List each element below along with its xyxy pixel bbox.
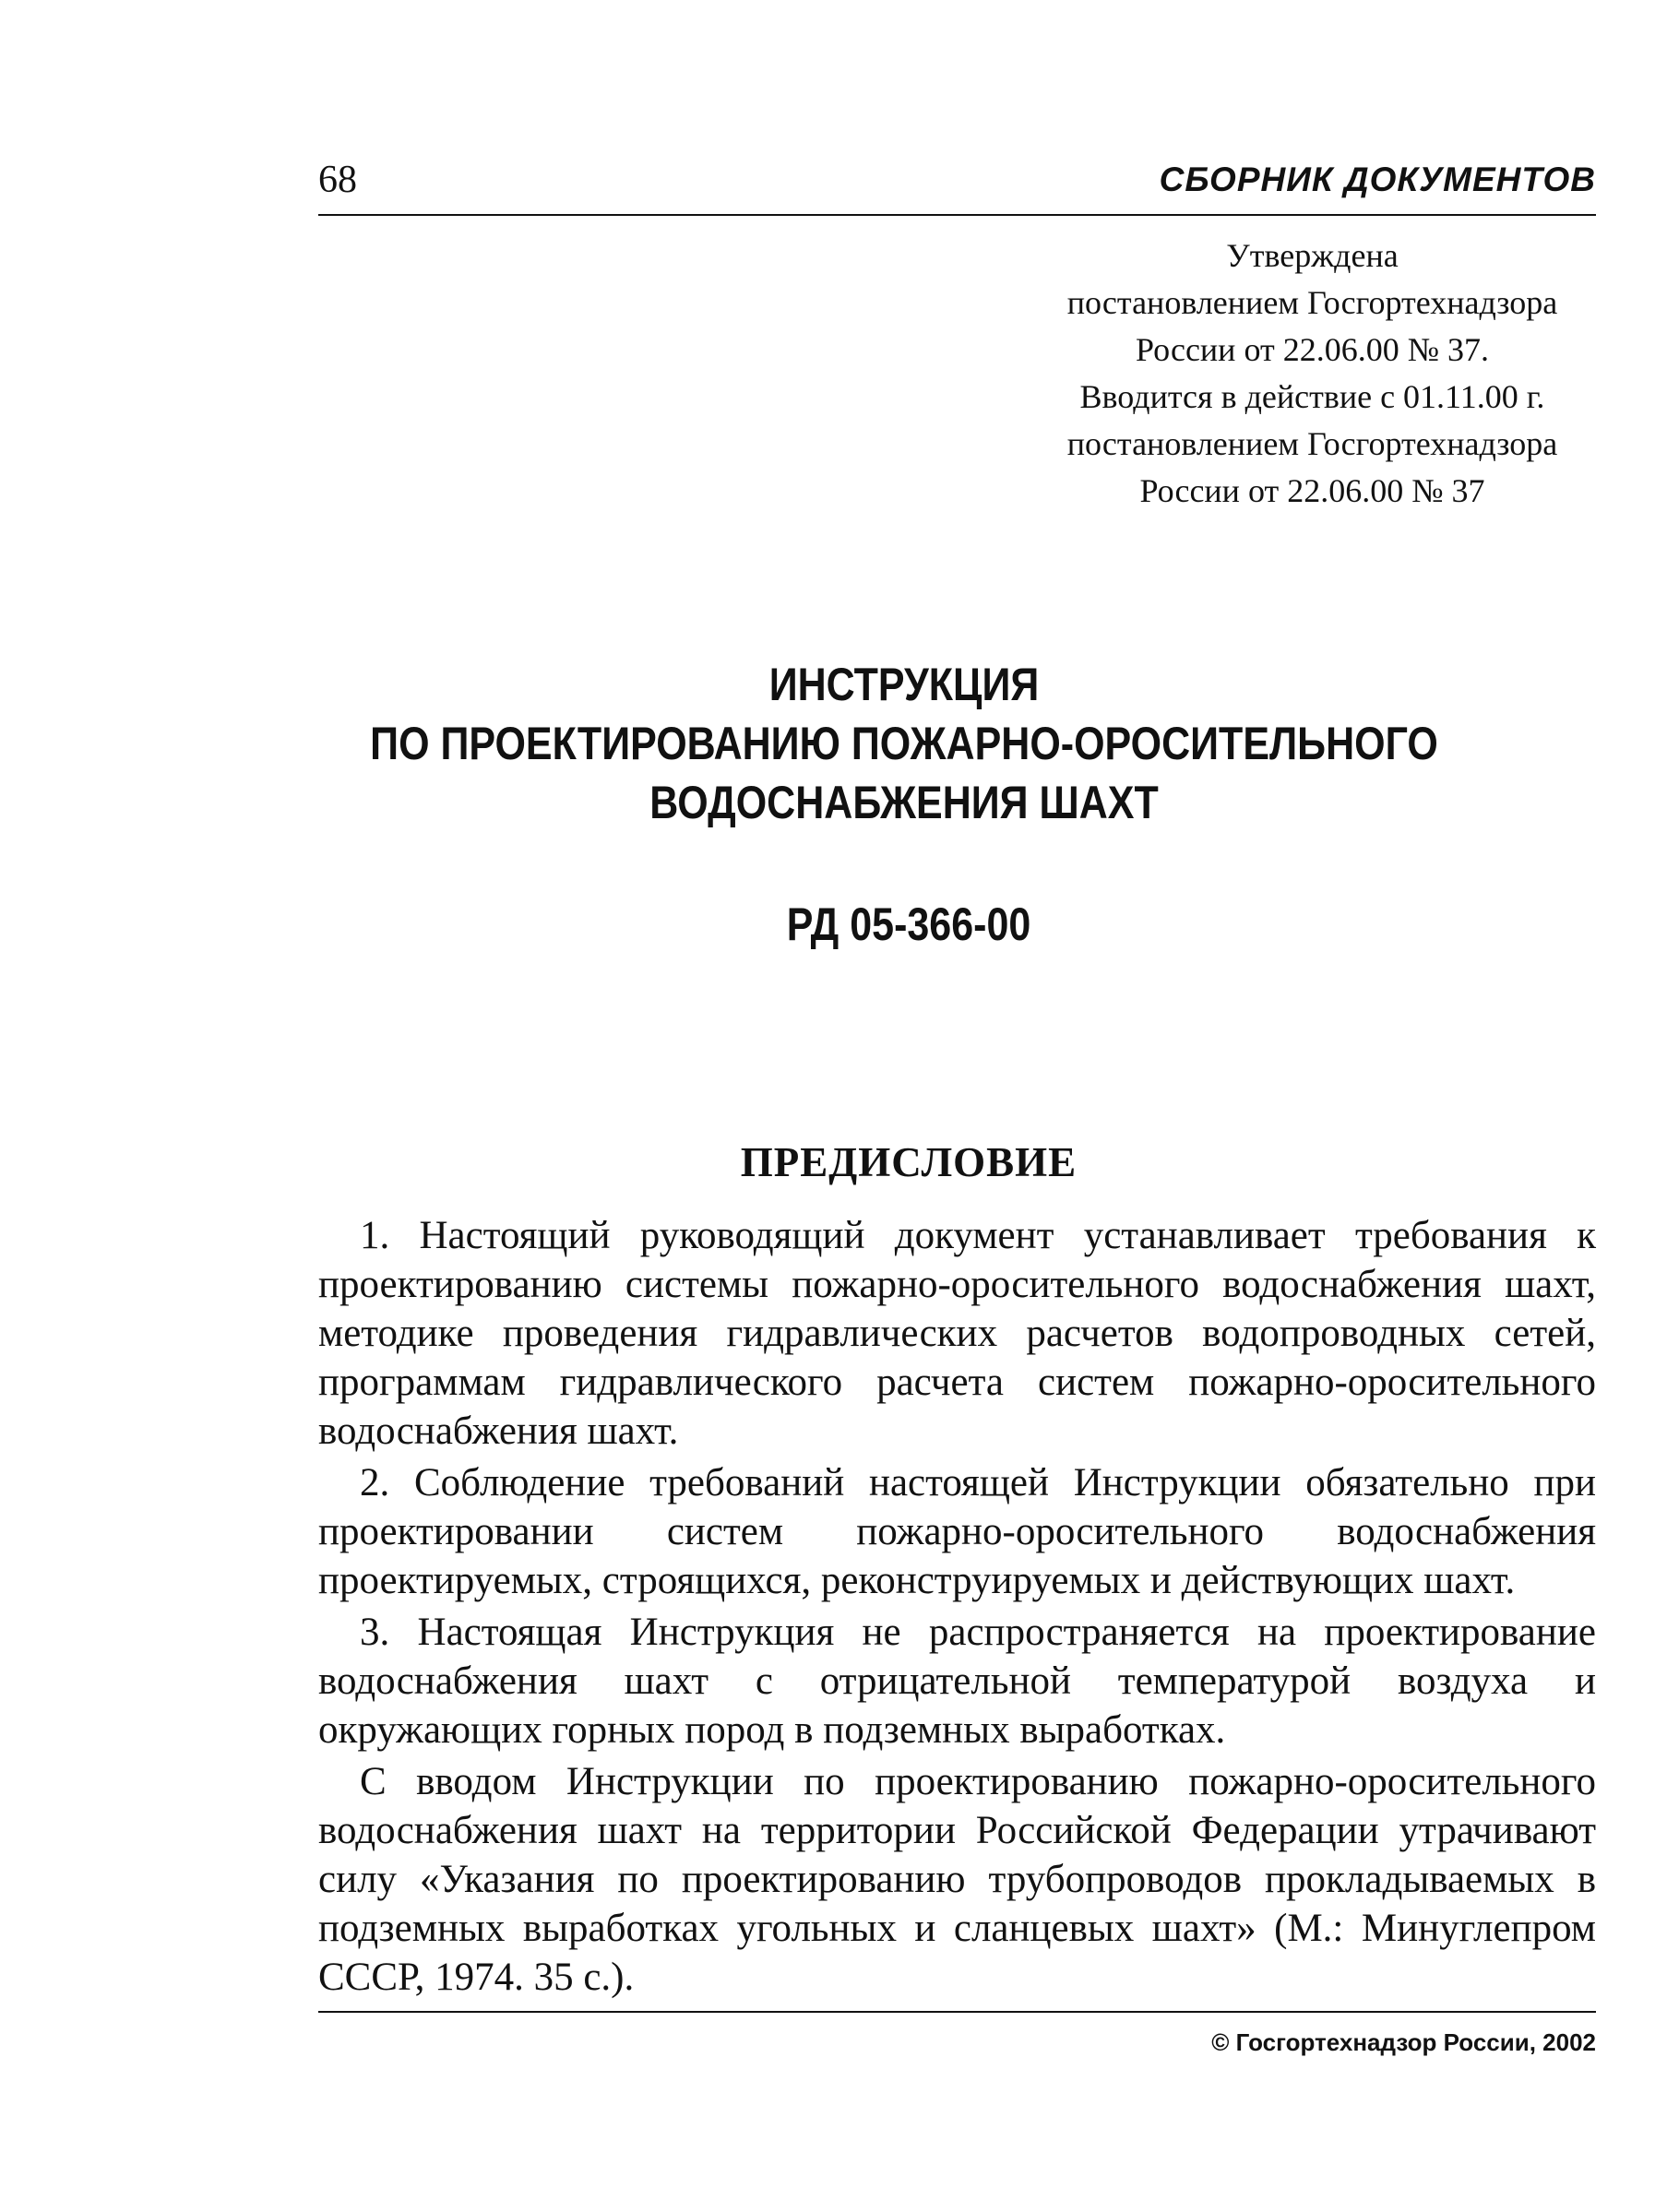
paragraph: 2. Соблюдение требований настоящей Инструкции обязательно при проектировании систем пожарно-оросительного водоснабжения проектируемых, строящихся, реконструируемых и действующих шахт. (318, 1461, 1596, 1602)
document-code: РД 05-366-00 (786, 898, 1031, 950)
approval-line: Утверждена (1226, 237, 1399, 274)
paragraph: 3. Настоящая Инструкция не распространяется на проектирование водоснабжения шахт с отрицательной температурой воздуха и окружающих горных пород в подземных выработках. (318, 1611, 1596, 1752)
approval-line: постановлением Госгортехнадзора (1066, 284, 1558, 321)
page-number: 68 (318, 159, 357, 201)
title-line: ИНСТРУКЦИЯ (768, 659, 1040, 710)
paragraph: С вводом Инструкции по проектированию пожарно-оросительного водоснабжения шахт на территории Российской Федерации утрачивают силу «Указания по проектированию трубопроводов прокладываемых в подземных выработках угольных и сланцевых шахт» (М.: Минуглепром СССР, 1974. 35 с.). (318, 1760, 1596, 1999)
approval-line: России от 22.06.00 № 37 (1139, 472, 1485, 509)
approval-block (1015, 232, 1610, 515)
approval-line: России от 22.06.00 № 37. (1135, 331, 1490, 368)
copyright-notice: © Госгортехнадзор России, 2002 (1211, 2028, 1596, 2056)
document-title (364, 655, 1444, 832)
title-line: ВОДОСНАБЖЕНИЯ ШАХТ (649, 777, 1159, 828)
header-rule (318, 214, 1596, 216)
collection-title: СБОРНИК ДОКУМЕНТОВ (1159, 161, 1596, 198)
section-heading: ПРЕДИСЛОВИЕ (740, 1139, 1078, 1185)
approval-line: постановлением Госгортехнадзора (1066, 425, 1558, 462)
footer-rule (318, 2011, 1596, 2013)
preface-body (318, 1211, 1596, 2002)
approval-line: Вводится в действие с 01.11.00 г. (1079, 378, 1545, 415)
paragraph: 1. Настоящий руководящий документ устанавливает требования к проектированию системы пожарно-оросительного водоснабжения шахт, методике проведения гидравлических расчетов водопроводных сетей, программам гидравлического расчета систем пожарно-оросительного водоснабжения шахт. (318, 1214, 1596, 1453)
running-header (318, 157, 1596, 214)
title-line: ПО ПРОЕКТИРОВАНИЮ ПОЖАРНО-ОРОСИТЕЛЬНОГО (370, 718, 1438, 769)
